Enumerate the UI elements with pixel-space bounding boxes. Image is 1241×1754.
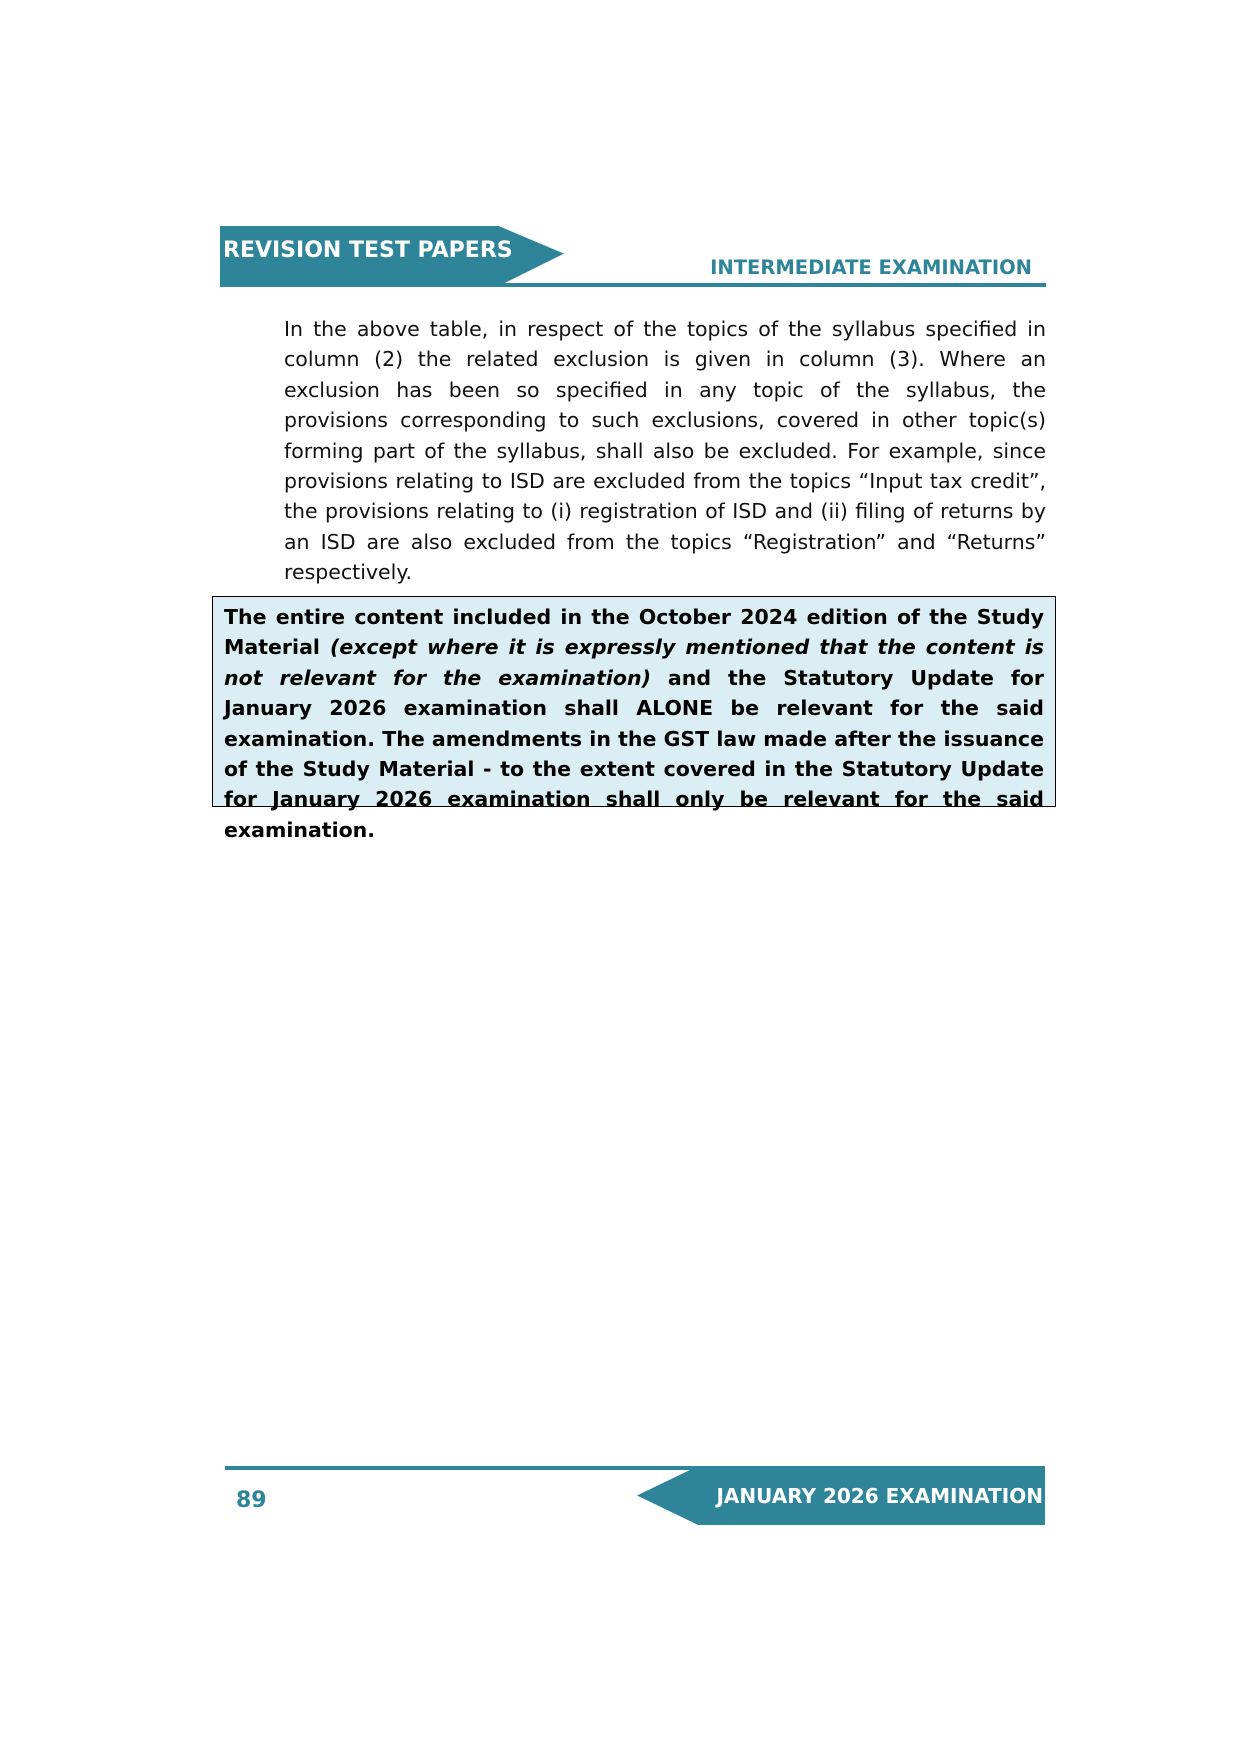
body-paragraph: In the above table, in respect of the topics of the syllabus specified in column (2) the related exclusion is given in column (3). Where an exclusion has been so specified in any topic of the syllabus, the provisions corresponding to such exclusions, covered in other topic(s) forming part of the syllabus, shall also be excluded. For example, since provisions relating to ISD are excluded from the topics “Input tax credit”, the provisions relating to (i) registration of ISD and (ii) filing of returns by an ISD are also excluded from the topics “Registration” and “Returns” respectively. xyxy=(284,317,1046,585)
header-subtitle: INTERMEDIATE EXAMINATION xyxy=(710,256,1032,279)
header-divider xyxy=(220,283,1046,287)
footer-exam-label: JANUARY 2026 EXAMINATION xyxy=(716,1484,1043,1508)
notice-text xyxy=(224,602,1044,845)
notice-text-part3: and the Statutory Update for January 2026 examination shall ALONE be relevant for the said examination. The amendments in the GST law made after the issuance of the Study Material - to the extent covered in the Statutory Update for January 2026 examination shall only be relevant for the said examination. xyxy=(224,665,1044,842)
notice-text-part1: The entire content included in the October 2024 edition of the Study Material xyxy=(224,605,1044,660)
header-title: REVISION TEST PAPERS xyxy=(223,238,513,263)
notice-box xyxy=(212,596,1056,842)
page-number: 89 xyxy=(236,1488,267,1513)
notice-text-italic: (except where it is expressly mentioned that the content is not relevant for the examination) xyxy=(224,635,1044,690)
